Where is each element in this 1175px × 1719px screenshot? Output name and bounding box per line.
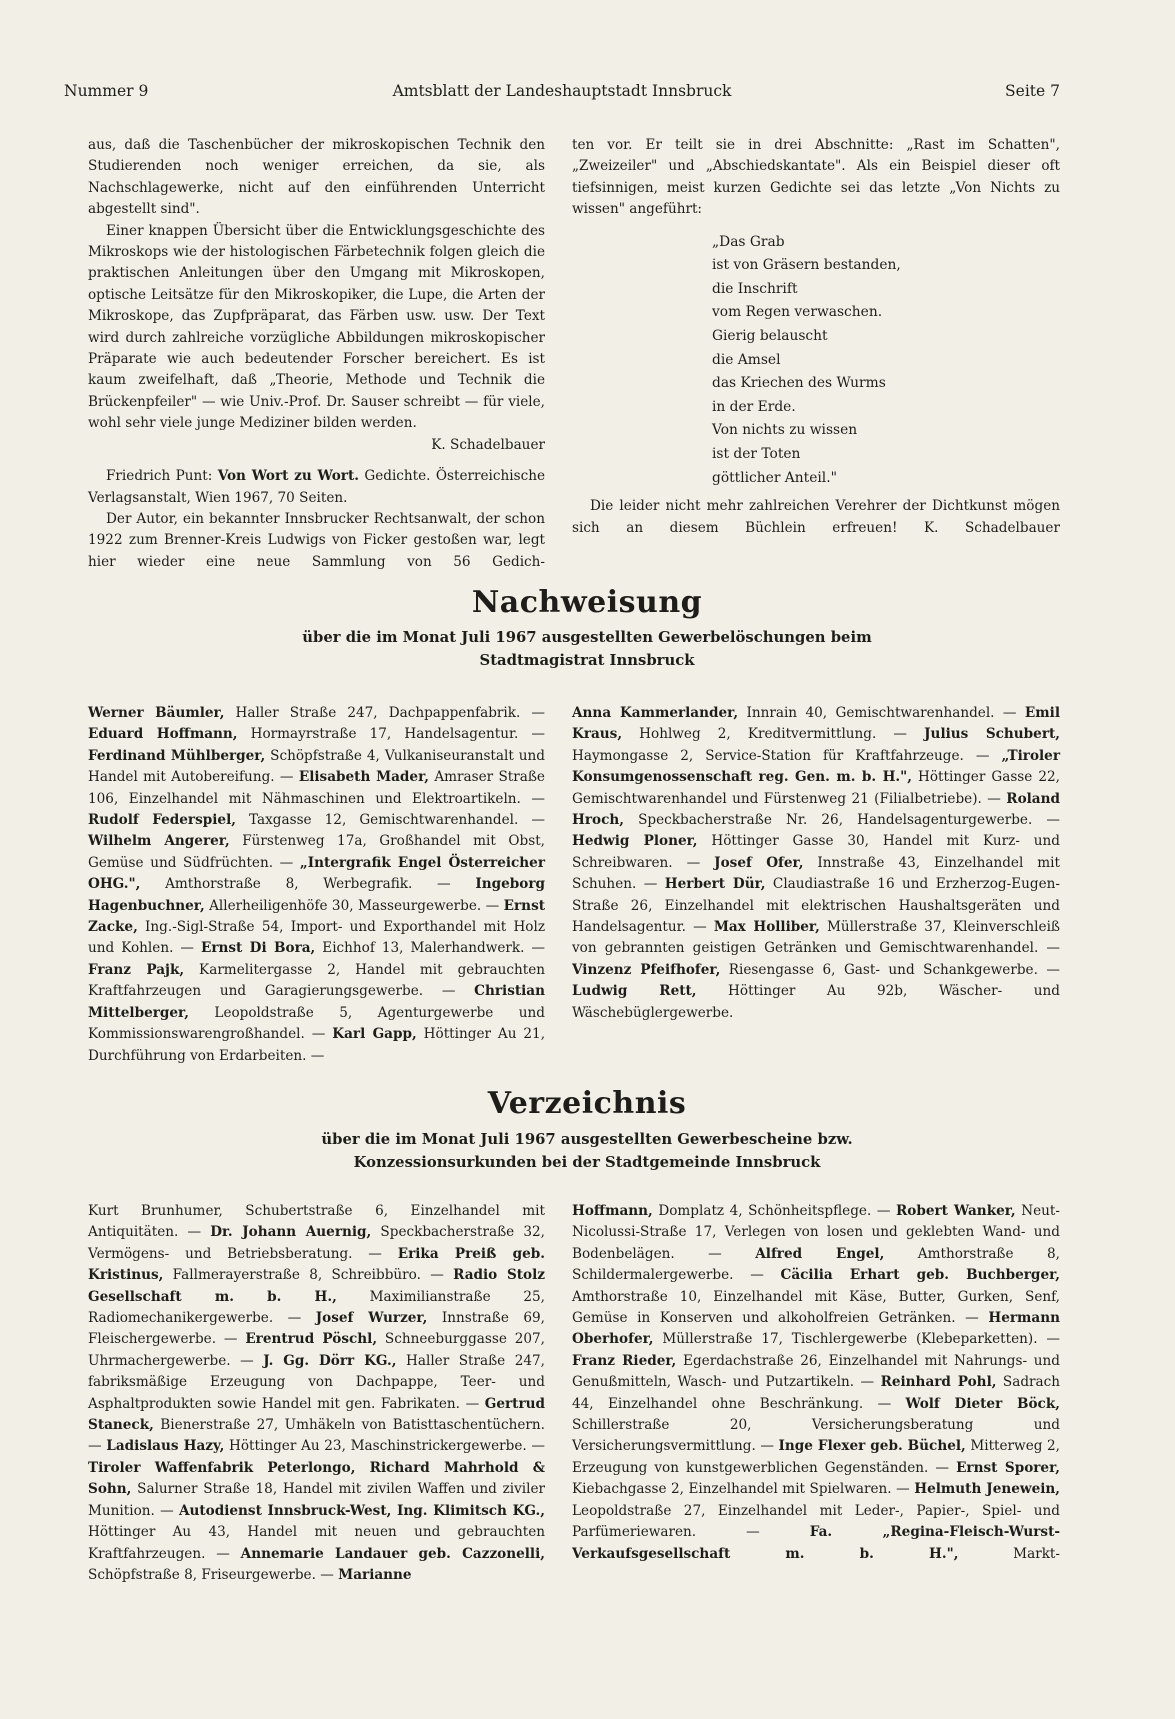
poem-line: das Kriechen des Wurms	[712, 375, 886, 392]
poem-line: in der Erde.	[712, 398, 796, 415]
entry-name: Elisabeth Mader,	[298, 769, 429, 786]
entry-details: Riesengasse 6, Gast- und Schankgewerbe. —	[720, 961, 1060, 978]
entry-details: Höttinger Gasse 22, Gemischtwarenhandel und Fürstenweg 21 (Filialbetriebe). —	[572, 769, 1060, 807]
entry-name: Emil Kraus,	[572, 705, 1060, 743]
review-signature: K. Schadelbauer	[923, 519, 1060, 536]
entries-paragraph	[572, 703, 1060, 1024]
licenses-list-left	[88, 1201, 545, 1586]
entry-details: Innstraße 43, Einzelhandel mit Schuhen. —	[572, 854, 1060, 893]
entry-details: Höttinger Au 43, Handel mit neuen und gebrauchten Kraftfahrzeugen. —	[88, 1524, 545, 1562]
review-paragraph: ten vor. Er teilt sie in drei Abschnitte: „Rast im Schatten", „Zweizeiler" und „Abschiedskantate". Als ein Beispiel dieser oft tiefsinnigen, meist kurzen Gedichte sei das letzte „Von Nichts zu wissen" angeführt:	[572, 137, 1060, 218]
entry-name: Alfred Engel,	[755, 1245, 885, 1262]
section-subtitle: über die im Monat Juli 1967 ausgestellten Gewerbescheine bzw.	[321, 1131, 853, 1148]
entry-name: Josef Ofer,	[714, 854, 804, 871]
deletions-list-left	[88, 703, 545, 1067]
entry-name: Robert Wanker,	[895, 1203, 1016, 1219]
section-title-verzeichnis: Verzeichnis	[487, 1086, 687, 1121]
review-column-right	[572, 135, 1060, 539]
entry-name: Roland Hroch,	[572, 790, 1060, 829]
entry-name: Julius Schubert,	[924, 726, 1061, 743]
poem-line: die Inschrift	[712, 280, 798, 297]
entry-details: Amthorstraße 8, Werbegrafik. —	[140, 876, 476, 893]
review-paragraph: Einer knappen Übersicht über die Entwicklungsgeschichte des Mikroskops wie der histologischen Färbetechnik folgen gleich die praktischen Anleitungen über den Umgang mit Mikroskopen, optische Leitsätze für den Mikroskopiker, die Lupe, die Arten der Mikroskope, das Zupfpräparat, das Färben usw. usw. Der Text wird durch zahlreiche vorzügliche Abbildungen mikroskopischer Präparate wie auch bedeutender Forscher bereichert. Es ist kaum zweifelhaft, daß „Theorie, Methode und Technik die Brückenpfeiler" — wie Univ.-Prof. Dr. Sauser schreibt — für viele, wohl sehr viele junge Mediziner bilden werden.	[88, 222, 545, 432]
entry-details: Speckbacherstraße Nr. 26, Handelsagenturgewerbe. —	[623, 812, 1060, 829]
deletions-list-right	[572, 703, 1060, 1024]
entry-name: Hedwig Ploner,	[572, 833, 698, 850]
section-subtitle: Konzessionsurkunden bei der Stadtgemeinde Innsbruck	[353, 1154, 821, 1171]
entry-details: Ing.-Sigl-Straße 54, Import- und Exporthandel mit Holz und Kohlen. —	[88, 919, 545, 957]
entry-details: Haymongasse 2, Service-Station für Kraftfahrzeuge. —	[572, 747, 1002, 764]
review-paragraph: aus, daß die Taschenbücher der mikroskopischen Technik den Studierenden noch weniger erreichen, da sie, als Nachschlagewerke, nicht auf den einführenden Unterricht abgestellt sind".	[88, 137, 545, 218]
entry-details: Maximilianstraße 25, Radiomechanikergewerbe. —	[88, 1288, 545, 1327]
entry-details: Leopoldstraße 27, Einzelhandel mit Leder-, Papier-, Spiel- und Parfümeriewaren. —	[572, 1502, 1060, 1541]
entry-name: Helmuth Jenewein,	[914, 1481, 1060, 1498]
entry-details: Speckbacherstraße 32, Vermögens- und Betriebsberatung. —	[88, 1224, 545, 1262]
entry-details: Innstraße 69, Fleischergewerbe. —	[88, 1310, 545, 1348]
entry-name: Reinhard Pohl,	[880, 1374, 997, 1391]
entry-details: Höttinger Au 23, Maschinstrickergewerbe. —	[224, 1438, 546, 1455]
poem-line: vom Regen verwaschen.	[712, 304, 883, 321]
entry-name: Autodienst Innsbruck-West, Ing. Klimitsch KG.,	[178, 1502, 545, 1519]
entry-name: Vinzenz Pfeifhofer,	[572, 961, 721, 978]
entry-name: Eduard Hoffmann,	[88, 726, 238, 743]
poem-line: Von nichts zu wissen	[712, 422, 858, 439]
entry-name: J. Gg. Dörr KG.,	[263, 1352, 397, 1369]
entry-details: Hohlweg 2, Kreditvermittlung. —	[622, 726, 925, 743]
poem-line: die Amsel	[712, 351, 781, 368]
entry-name: Max Holliber,	[713, 919, 820, 936]
entry-details: Fürstenweg 17a, Großhandel mit Obst, Gemüse und Südfrüchten. —	[88, 833, 546, 871]
entry-details: Müllerstraße 17, Tischlergewerbe (Klebeparketten). —	[653, 1331, 1060, 1348]
poem-line: „Das Grab	[712, 233, 785, 250]
entry-name: Ernst Sporer,	[956, 1459, 1060, 1476]
entry-details: Bienerstraße 27, Umhäkeln von Batisttaschentüchern. —	[88, 1417, 545, 1455]
entry-name: Hermann Oberhofer,	[572, 1310, 1060, 1348]
entry-name: Anna Kammerlander,	[572, 705, 739, 721]
page-header	[64, 82, 1060, 104]
entry-details: Haller Straße 247, fabriksmäßige Erzeugung von Dachpappe, Teer- und Asphaltprodukten sowie Handel mit gen. Fabrikaten. —	[88, 1352, 545, 1412]
entry-name: Christian Mittelberger,	[88, 983, 545, 1021]
closing-text: Die leider nicht mehr zahlreichen Verehrer der Dichtkunst mögen sich an diesem Büchlein erfreuen!	[572, 498, 1060, 536]
entry-details: Kurt Brunhumer, Schubertstraße 6, Einzelhandel mit Antiquitäten. —	[88, 1203, 545, 1241]
review-paragraph: Der Autor, ein bekannter Innsbrucker Rechtsanwalt, der schon 1922 zum Brenner-Kreis Ludwigs von Ficker gestoßen war, legt hier wieder eine neue Sammlung von 56 Gedich-	[88, 510, 545, 570]
entry-name: Cäcilia Erhart geb. Buchberger,	[780, 1267, 1060, 1284]
review-paragraph	[572, 496, 1060, 539]
entry-details: Domplatz 4, Schönheitspflege. —	[652, 1203, 896, 1219]
entry-name: „Tiroler Konsumgenossenschaft reg. Gen. m. b. H.",	[572, 747, 1060, 786]
entry-name: Ernst Zacke,	[88, 897, 545, 936]
entry-name: Dr. Johann Auernig,	[210, 1224, 372, 1241]
entry-name: Ernst Di Bora,	[200, 940, 316, 957]
entry-details: Schöpfstraße 4, Vulkaniseuranstalt und Handel mit Autobereifung. —	[88, 747, 545, 786]
entry-name: Marianne	[338, 1566, 412, 1583]
poem-line: ist von Gräsern bestanden,	[712, 257, 901, 274]
entry-details: Fallmerayerstraße 8, Schreibbüro. —	[163, 1267, 454, 1284]
entry-details: Karmelitergasse 2, Handel mit gebrauchten Kraftfahrzeugen und Garagierungsgewerbe. —	[88, 961, 546, 1000]
entry-name: Josef Wurzer,	[315, 1310, 428, 1327]
poem-line: Gierig belauscht	[712, 328, 828, 344]
entry-details: Sadrach 44, Einzelhandel ohne Beschränkung. —	[572, 1374, 1060, 1412]
entry-details: Höttinger Gasse 30, Handel mit Kurz- und Schreibwaren. —	[572, 833, 1060, 871]
entry-name: Ladislaus Hazy,	[106, 1438, 225, 1455]
entry-details: Schneeburggasse 207, Uhrmachergewerbe. —	[88, 1331, 545, 1369]
entry-details: Neut-Nicolussi-Straße 17, Verlegen von losen und geklebten Wand- und Bodenbelägen. —	[572, 1203, 1060, 1262]
book-citation	[88, 466, 545, 509]
entry-details: Claudiastraße 16 und Erzherzog-Eugen-Straße 26, Einzelhandel mit elektrischen Haushaltsgeräten und Handelsagentur. —	[572, 876, 1060, 936]
entry-name: Tiroler Waffenfabrik Peterlongo, Richard Mahrhold & Sohn,	[88, 1459, 545, 1498]
entry-name: Ferdinand Mühlberger,	[88, 747, 266, 764]
entry-name: Hoffmann,	[572, 1203, 653, 1219]
entry-details: Höttinger Au 92b, Wäscher- und Wäschebüglergewerbe.	[572, 983, 1060, 1021]
entry-details: Amraser Straße 106, Einzelhandel mit Nähmaschinen und Elektroartikeln. —	[88, 769, 545, 807]
entry-name: Ingeborg Hagenbuchner,	[88, 876, 545, 914]
book-title: Von Wort zu Wort.	[217, 468, 359, 485]
entry-details: Schöpfstraße 8, Friseurgewerbe. —	[88, 1566, 339, 1583]
entry-name: Radio Stolz Gesellschaft m. b. H.,	[88, 1267, 545, 1305]
licenses-list-right	[572, 1201, 1060, 1565]
entry-name: Ludwig Rett,	[572, 983, 697, 1000]
entry-name: Wilhelm Angerer,	[88, 833, 230, 850]
entry-details: Haller Straße 247, Dachpappenfabrik. —	[224, 705, 545, 721]
entry-details: Müllerstraße 37, Kleinverschleiß von gebrannten geistigen Getränken und Gemischtwarenhandel. —	[572, 919, 1060, 957]
entry-details: Egerdachstraße 26, Einzelhandel mit Nahrungs- und Genußmitteln, Wasch- und Putzartikeln. —	[572, 1352, 1060, 1391]
section-title-nachweisung: Nachweisung	[471, 585, 703, 620]
entry-details: Eichhof 13, Malerhandwerk. —	[315, 940, 546, 957]
entry-details: Schillerstraße 20, Versicherungsberatung und Versicherungsvermittlung. —	[572, 1417, 1060, 1455]
entry-name: „Intergrafik Engel Österreicher OHG.",	[88, 854, 545, 893]
entry-details: Amthorstraße 8, Schildermalergewerbe. —	[572, 1245, 1061, 1284]
entry-details: Taxgasse 12, Gemischtwarenhandel. —	[235, 812, 545, 829]
entry-name: Karl Gapp,	[332, 1026, 417, 1043]
poem-line: ist der Toten	[712, 445, 801, 462]
entry-name: Franz Pajk,	[88, 961, 185, 978]
entry-details: Markt-	[958, 1545, 1060, 1562]
entry-name: Wolf Dieter Böck,	[905, 1395, 1060, 1412]
issue-number: Nummer 9	[64, 82, 149, 100]
entry-name: Erentrud Pöschl,	[245, 1331, 378, 1348]
book-author: Friedrich Punt:	[106, 468, 213, 485]
section-subtitle: über die im Monat Juli 1967 ausgestellten Gewerbelöschungen beim	[302, 629, 872, 646]
entry-details: Höttinger Au 21, Durchführung von Erdarbeiten. —	[88, 1026, 546, 1064]
publication-title: Amtsblatt der Landeshauptstadt Innsbruck	[392, 82, 732, 100]
entry-details: Leopoldstraße 5, Agenturgewerbe und Kommissionswarengroßhandel. —	[88, 1004, 545, 1043]
review-signature: K. Schadelbauer	[431, 436, 545, 453]
entry-name: Erika Preiß geb. Kristinus,	[88, 1245, 545, 1284]
entries-paragraph	[572, 1201, 1060, 1565]
entry-details: Amthorstraße 10, Einzelhandel mit Käse, Butter, Gurken, Senf, Gemüse in Konserven und alkoholfreien Getränken. —	[572, 1288, 1060, 1327]
entry-name: Gertrud Staneck,	[88, 1395, 545, 1434]
entry-name: Rudolf Federspiel,	[88, 812, 236, 829]
entry-name: Herbert Dür,	[664, 876, 766, 893]
review-column-left	[88, 135, 545, 573]
page-number: Seite 7	[1005, 82, 1060, 100]
entry-name: Werner Bäumler,	[88, 705, 225, 721]
entries-paragraph	[88, 1201, 545, 1586]
poem-line: göttlicher Anteil."	[712, 469, 837, 486]
book-details: Gedichte. Österreichische Verlagsanstalt, Wien 1967, 70 Seiten.	[88, 468, 545, 506]
entry-name: Annemarie Landauer geb. Cazzonelli,	[240, 1545, 545, 1562]
entries-paragraph	[88, 703, 545, 1067]
entry-details: Allerheiligenhöfe 30, Masseurgewerbe. —	[204, 897, 504, 914]
section-subtitle: Stadtmagistrat Innsbruck	[479, 652, 695, 669]
entry-details: Kiebachgasse 2, Einzelhandel mit Spielwaren. —	[572, 1481, 915, 1498]
entry-details: Innrain 40, Gemischtwarenhandel. —	[738, 705, 1025, 721]
entry-name: Franz Rieder,	[572, 1352, 677, 1369]
entry-name: Fa. „Regina-Fleisch-Wurst-Verkaufsgesellschaft m. b. H.",	[572, 1524, 1060, 1562]
entry-details: Salurner Straße 18, Handel mit zivilen Waffen und ziviler Munition. —	[88, 1481, 545, 1519]
entry-details: Mitterweg 2, Erzeugung von kunstgewerblichen Gegenständen. —	[572, 1438, 1060, 1476]
entry-details: Hormayrstraße 17, Handelsagentur. —	[237, 726, 545, 743]
entry-name: Inge Flexer geb. Büchel,	[778, 1438, 966, 1455]
poem	[712, 231, 1060, 491]
